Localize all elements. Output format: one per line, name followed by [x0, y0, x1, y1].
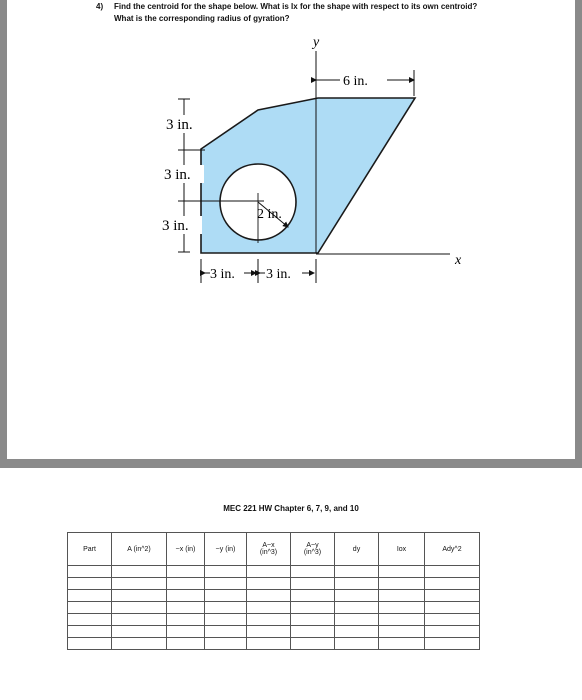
table-cell — [379, 578, 425, 590]
table-column-header: Part — [68, 533, 112, 566]
table-column-header: ~x (in) — [167, 533, 205, 566]
table-cell — [167, 626, 205, 638]
bottom-dim-right: 3 in. — [266, 267, 291, 282]
table-cell — [291, 638, 335, 650]
table-cell — [425, 578, 480, 590]
y-axis-label: y — [313, 35, 320, 50]
table-cell — [68, 602, 112, 614]
table-cell — [335, 638, 379, 650]
table-cell — [247, 590, 291, 602]
top-dimension: 6 in. — [343, 74, 368, 89]
question-line-1: Find the centroid for the shape below. What is Ix for the shape with respect to its own centroid? — [114, 2, 478, 11]
table-cell — [247, 602, 291, 614]
table-cell — [112, 614, 167, 626]
table-cell — [167, 590, 205, 602]
table-cell — [205, 626, 247, 638]
table-cell — [379, 614, 425, 626]
table-cell — [425, 626, 480, 638]
table-cell — [291, 590, 335, 602]
table-column-header: A~y (in^3) — [291, 533, 335, 566]
table-column-header: dy — [335, 533, 379, 566]
table-cell — [335, 566, 379, 578]
table-cell — [425, 566, 480, 578]
x-axis-label: x — [455, 253, 462, 268]
left-dim-bot: 3 in. — [162, 218, 189, 234]
table-cell — [205, 638, 247, 650]
table-cell — [112, 602, 167, 614]
table-row — [68, 638, 480, 650]
table-cell — [205, 602, 247, 614]
table-cell — [68, 578, 112, 590]
table-cell — [379, 626, 425, 638]
table-cell — [167, 602, 205, 614]
table-cell — [425, 602, 480, 614]
course-title: MEC 221 HW Chapter 6, 7, 9, and 10 — [223, 504, 359, 513]
question-number: 4) — [96, 2, 104, 11]
table-cell — [425, 590, 480, 602]
table-cell — [167, 638, 205, 650]
table-column-header: Iox — [379, 533, 425, 566]
table-cell — [112, 626, 167, 638]
table-cell — [167, 566, 205, 578]
table-cell — [335, 602, 379, 614]
table-cell — [291, 602, 335, 614]
table-cell — [291, 578, 335, 590]
table-column-header: ~y (in) — [205, 533, 247, 566]
table-cell — [112, 578, 167, 590]
table-header-row — [68, 533, 480, 566]
table-row — [68, 602, 480, 614]
table-cell — [335, 626, 379, 638]
table-cell — [425, 614, 480, 626]
table-cell — [205, 590, 247, 602]
table-cell — [247, 566, 291, 578]
table-column-header: A (in^2) — [112, 533, 167, 566]
question-line-2: What is the corresponding radius of gyration? — [114, 14, 290, 23]
table-cell — [335, 590, 379, 602]
table-cell — [291, 614, 335, 626]
table-cell — [335, 614, 379, 626]
table-column-header: Ady^2 — [425, 533, 480, 566]
bottom-dim-left: 3 in. — [210, 267, 235, 282]
table-row — [68, 590, 480, 602]
page-separator — [0, 459, 582, 468]
left-dim-mid: 3 in. — [164, 167, 191, 183]
left-dim-top: 3 in. — [166, 117, 193, 133]
table-cell — [68, 566, 112, 578]
table-cell — [167, 578, 205, 590]
table-cell — [68, 590, 112, 602]
table-cell — [379, 638, 425, 650]
table-cell — [112, 638, 167, 650]
table-cell — [247, 626, 291, 638]
table-cell — [167, 614, 205, 626]
hole-radius-label: 2 in. — [257, 207, 282, 222]
table-row — [68, 566, 480, 578]
table-cell — [205, 566, 247, 578]
table-row — [68, 626, 480, 638]
table-cell — [425, 638, 480, 650]
calculation-table — [67, 532, 480, 650]
table-cell — [379, 566, 425, 578]
table-cell — [205, 578, 247, 590]
table-cell — [247, 578, 291, 590]
table-cell — [379, 590, 425, 602]
table-cell — [205, 614, 247, 626]
table-cell — [112, 566, 167, 578]
table-cell — [379, 602, 425, 614]
table-cell — [335, 578, 379, 590]
shape-body — [201, 98, 415, 253]
table-cell — [247, 614, 291, 626]
table-cell — [68, 638, 112, 650]
table-cell — [247, 638, 291, 650]
table-row — [68, 578, 480, 590]
table-cell — [291, 566, 335, 578]
table-row — [68, 614, 480, 626]
table-cell — [291, 626, 335, 638]
table-cell — [68, 614, 112, 626]
table-column-header: A~x (in^3) — [247, 533, 291, 566]
table-cell — [112, 590, 167, 602]
table-cell — [68, 626, 112, 638]
